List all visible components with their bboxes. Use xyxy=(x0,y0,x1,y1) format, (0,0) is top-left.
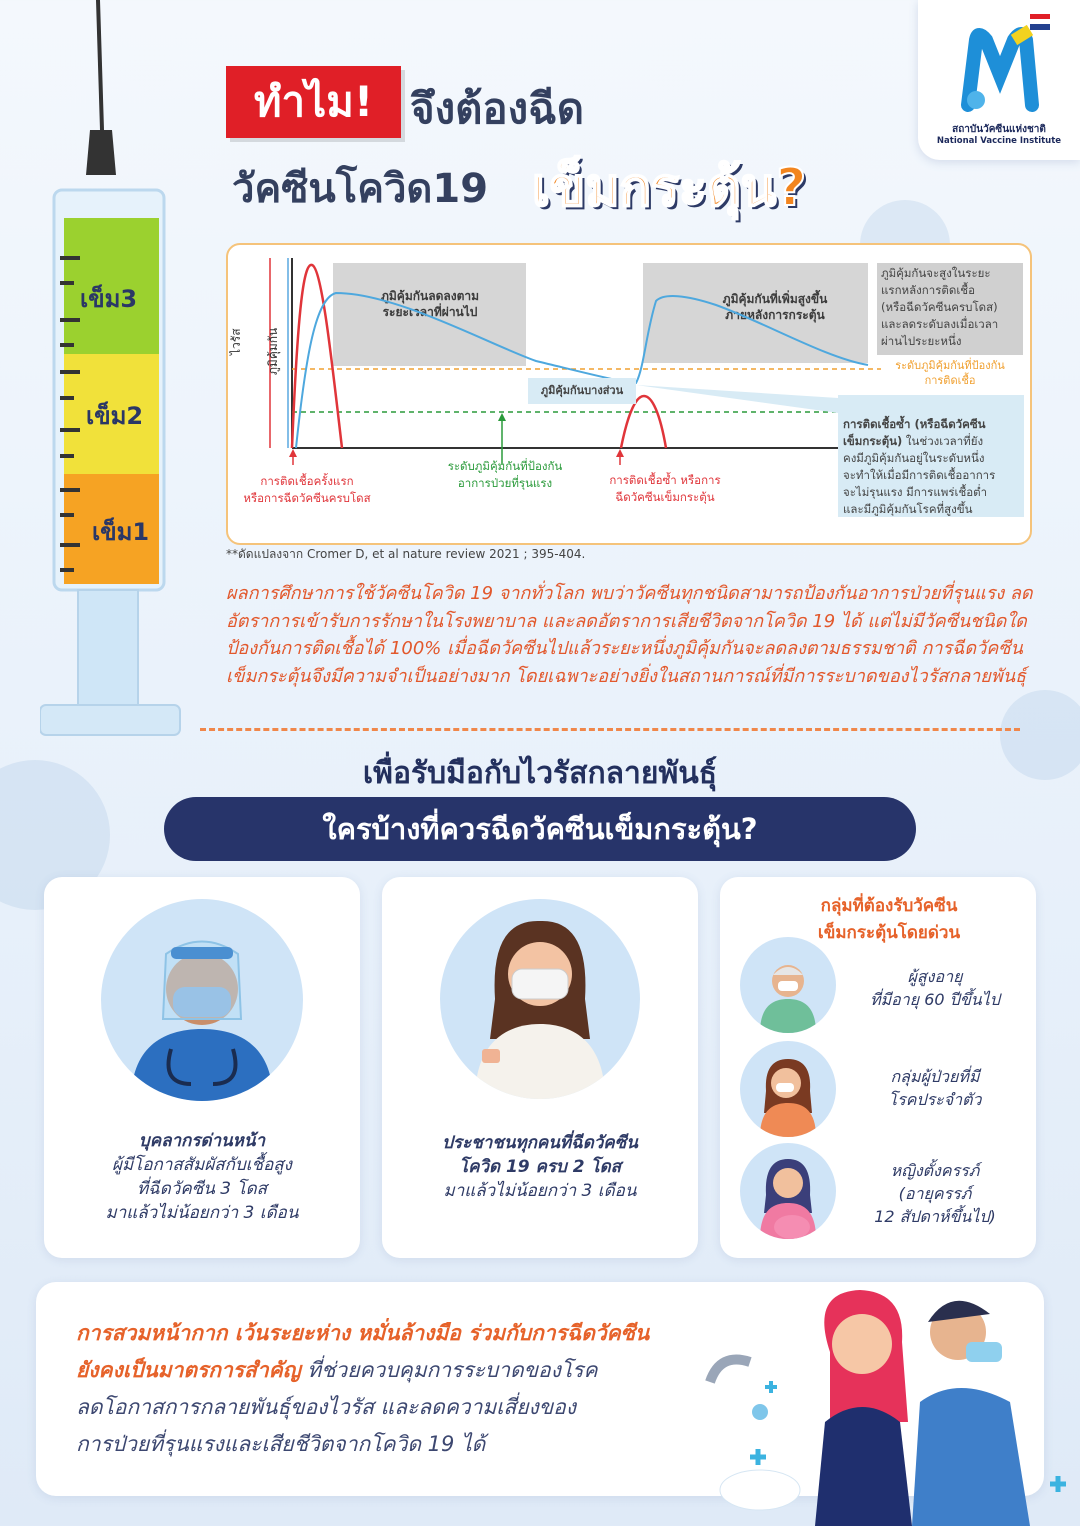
vaccinated-woman-illustration xyxy=(440,899,640,1099)
man-figure xyxy=(912,1388,1030,1526)
soap-foam xyxy=(720,1470,800,1510)
frontline-line1: ผู้มีโอกาสสัมผัสกับเชื้อสูง xyxy=(112,1155,292,1175)
prevention-line2 xyxy=(76,1352,598,1389)
prevention-important-text: ยังคงเป็นมาตรการสำคัญ xyxy=(76,1358,301,1382)
axis-immunity-label: ภูมิคุ้มกัน xyxy=(266,327,280,375)
frontline-line2: ที่ฉีดวัคซีน 3 โดส xyxy=(136,1179,268,1199)
syringe-label-dose2: เข็ม2 xyxy=(86,402,144,430)
title-tag: ทำไม! xyxy=(226,66,401,138)
prevention-line3: ลดโอกาสการกลายพันธุ์ของไวรัส และลดความเสี่ยงของ xyxy=(76,1395,576,1419)
urgent-title-line1: กลุ่มที่ต้องรับวัคซีน xyxy=(820,896,958,916)
pregnant-line1: หญิงตั้งครรภ์ xyxy=(890,1161,980,1180)
immunity-curve xyxy=(296,293,868,448)
syringe-needle xyxy=(98,0,102,130)
syringe-plunger xyxy=(78,590,138,710)
nvi-logo-icon xyxy=(918,0,1080,120)
study-paragraph: ผลการศึกษาการใช้วัคซีนโควิด 19 จากทั่วโลก พบว่าวัคซีนทุกชนิดสามารถป้องกันอาการป่วยที่รุนแรง ลดอัตราการเข้ารับการรักษาในโรงพยาบาล และลดอัตราการเสียชีวิตจากโควิด 19 ได้ แต่ไม่มีวัคซีนชนิดใด ป้องกันการติดเชื้อได้ 100% เมื่อฉีดวัคซีนไปแล้วระยะหนึ่งภูมิคุ้มกันจะลดลงตามธรรมชาติ การฉีดวัคซีนเข็มกระตุ้นจึงมีความจำเป็นอย่างมาก โดยเฉพาะอย่างยิ่งในสถานการณ์ที่มีการระบาดของไวรัสกลายพันธุ์ xyxy=(226,583,1033,687)
urgent-groups-card xyxy=(720,877,1036,1258)
section-banner: ใครบ้างที่ควรฉีดวัคซีนเข็มกระตุ้น? xyxy=(164,797,916,861)
elderly-line2: ที่มีอายุ 60 ปีขึ้นไป xyxy=(870,990,1000,1009)
reinfection-note-rest: ในช่วงเวลาที่ยัง คงมีภูมิคุ้มกันอยู่ในระดับหนึ่ง จะทำให้เมื่อมีการติดเชื้ออาการ จะไม่รุนแรง มีการแพร่เชื้อต่ำ และมีภูมิคุ้มกันโรคที่สูงขึ้น xyxy=(843,434,996,516)
frontline-card xyxy=(44,877,360,1258)
title-highlight: เข็มกระตุ้น? xyxy=(532,158,807,218)
general-public-title2: โควิด 19 ครบ 2 โดส xyxy=(458,1157,622,1177)
elderly-illustration xyxy=(740,937,836,1033)
chronic-line1: กลุ่มผู้ป่วยที่มี xyxy=(890,1067,980,1086)
reinfection-note-box xyxy=(838,395,1024,517)
general-public-title1: ประชาชนทุกคนที่ฉีดวัคซีน xyxy=(442,1133,638,1153)
chronic-line2: โรคประจำตัว xyxy=(888,1090,982,1109)
woman-icon xyxy=(440,899,640,1099)
face-mask-icon xyxy=(966,1342,1002,1362)
frontline-worker-illustration xyxy=(101,899,303,1101)
pregnant-icon xyxy=(740,1143,836,1239)
immunity-note-box: ภูมิคุ้มกันจะสูงในระยะ แรกหลังการติดเชื้อ (หรือฉีดวัคซีนครบโดส) และลดระดับลงเมื่อเวลา ผ่านไประยะหนึ่ง xyxy=(877,263,1023,355)
boost-box-label: ภูมิคุ้มกันที่เพิ่มสูงขึ้น ภายหลังการกระตุ้น xyxy=(722,292,828,322)
syringe-label-dose1: เข็ม1 xyxy=(92,518,150,546)
section-divider xyxy=(200,728,1020,731)
citation: **ดัดแปลงจาก Cromer D, et al nature review 2021 ; 395-404. xyxy=(226,547,586,561)
plus-icon xyxy=(750,1449,766,1465)
urgent-title-line2: เข็มกระตุ้นโดยด่วน xyxy=(817,923,961,943)
reinfection-label: การติดเชื้อซ้ำ หรือการ ฉีดวัคซีนเข็มกระตุ้น xyxy=(609,473,721,504)
chronic-patient-illustration xyxy=(740,1041,836,1137)
reinfection-note-bold: การติดเชื้อซ้ำ (หรือฉีดวัคซีน เข็มกระตุ้น) xyxy=(843,417,986,448)
patient-icon xyxy=(740,1041,836,1137)
orange-level-label: ระดับภูมิคุ้มกันที่ป้องกัน การติดเชื้อ xyxy=(895,359,1005,387)
prevention-measures-text: การสวมหน้ากาก เว้นระยะห่าง หมั่นล้างมือ ร่วมกับการฉีดวัคซีน xyxy=(76,1321,650,1345)
elderly-icon xyxy=(740,937,836,1033)
axis-virus-label: ไวรัส xyxy=(229,328,243,355)
title-rest: จึงต้องฉีด xyxy=(410,84,585,133)
pregnant-line3: 12 สัปดาห์ขึ้นไป) xyxy=(874,1207,996,1226)
plus-icon xyxy=(765,1381,777,1393)
logo-name-th: สถาบันวัคซีนแห่งชาติ xyxy=(952,124,1046,135)
prevention-line4: การป่วยที่รุนแรงและเสียชีวิตจากโควิด 19 ได้ xyxy=(76,1432,486,1456)
syringe-plunger-head xyxy=(40,705,180,735)
callout-pointer xyxy=(636,385,838,413)
frontline-line3: มาแล้วไม่น้อยกว่า 3 เดือน xyxy=(105,1203,299,1223)
elderly-line1: ผู้สูงอายุ xyxy=(907,967,963,986)
bubble-icon xyxy=(752,1404,768,1420)
section-title: เพื่อรับมือกับไวรัสกลายพันธุ์ xyxy=(362,756,718,791)
pregnant-woman-illustration xyxy=(740,1143,836,1239)
prevention-line2-rest: ที่ช่วยควบคุมการระบาดของโรค xyxy=(300,1358,598,1382)
green-level-label: ระดับภูมิคุ้มกันที่ป้องกัน อาการป่วยที่รุนแรง xyxy=(447,459,563,490)
plus-icon xyxy=(1050,1476,1066,1492)
syringe-illustration xyxy=(40,0,200,760)
frontline-title: บุคลากรด่านหน้า xyxy=(138,1131,266,1151)
syringe-needle-hub xyxy=(86,130,116,175)
faucet-icon xyxy=(710,1360,750,1383)
general-public-card xyxy=(382,877,698,1258)
prevention-line1 xyxy=(76,1315,649,1352)
partial-immunity-label: ภูมิคุ้มกันบางส่วน xyxy=(528,378,636,404)
couple-mask-illustration xyxy=(690,1262,1080,1526)
first-infection-label: การติดเชื้อครั้งแรก หรือการฉีดวัคซีนครบโดส xyxy=(243,474,371,505)
pregnant-line2: (อายุครรภ์ xyxy=(898,1184,972,1203)
institute-logo-card xyxy=(918,0,1080,160)
decline-box-label: ภูมิคุ้มกันลดลงตาม ระยะเวลาที่ผ่านไป xyxy=(380,289,480,319)
general-public-line: มาแล้วไม่น้อยกว่า 3 เดือน xyxy=(443,1181,637,1201)
doctor-icon xyxy=(101,899,303,1101)
logo-name-en: National Vaccine Institute xyxy=(936,136,1062,146)
woman-figure xyxy=(815,1407,912,1526)
title-line2: วัคซีนโควิด19 xyxy=(232,166,489,212)
syringe-label-dose3: เข็ม3 xyxy=(80,285,138,313)
